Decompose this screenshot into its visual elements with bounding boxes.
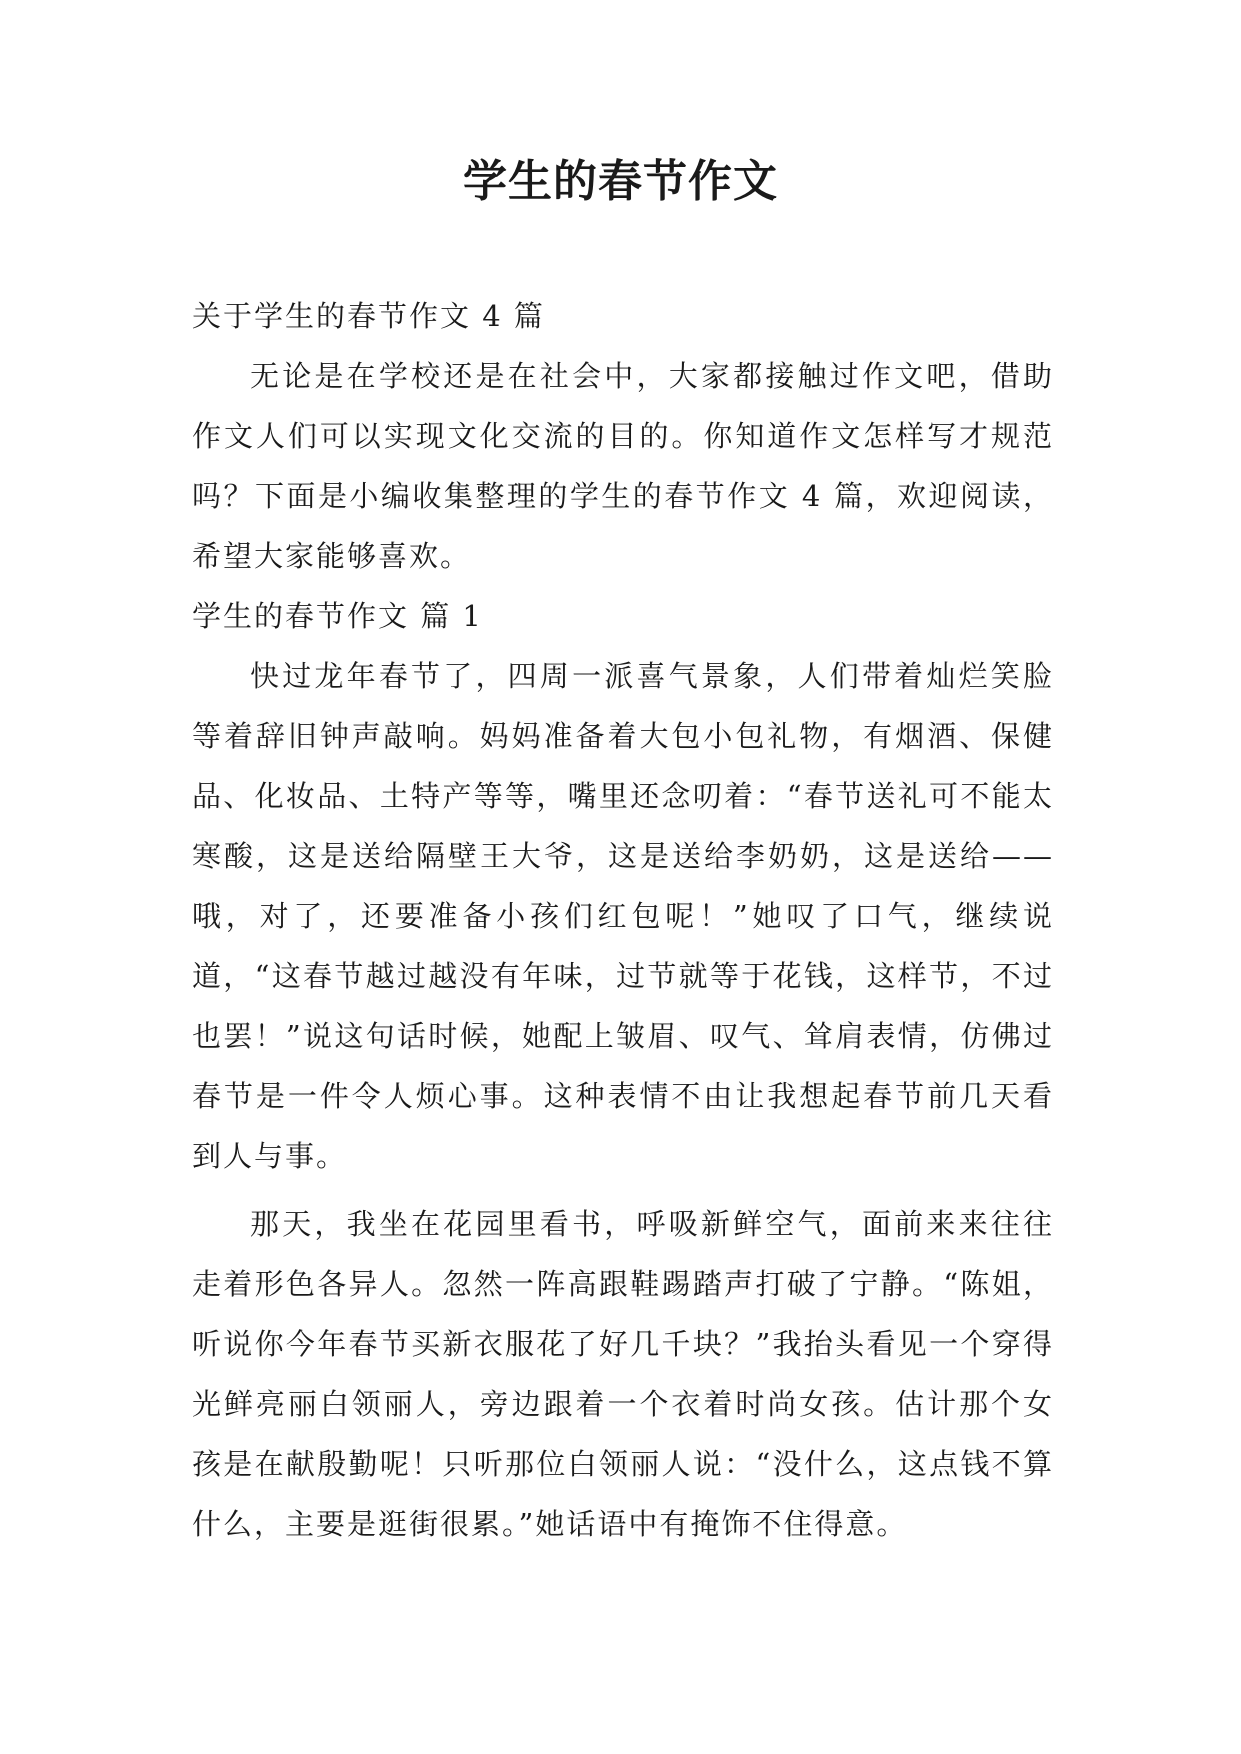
body-paragraph: 快过龙年春节了，四周一派喜气景象，人们带着灿烂笑脸等着辞旧钟声敲响。妈妈准备着大包小包礼物，有烟酒、保健品、化妆品、土特产等等，嘴里还念叨着：“春节送礼可不能太寒酸，这是送给隔壁王大爷，这是送给李奶奶，这是送给——哦，对了，还要准备小孩们红包呢！”她叹了口气，继续说道，“这春节越过越没有年味，过节就等于花钱，这样节，不过也罢！”说这句话时候，她配上皱眉、叹气、耸肩表情，仿佛过春节是一件令人烦心事。这种表情不由让我想起春节前几天看到人与事。 xyxy=(192,659,1054,1173)
document-body xyxy=(192,286,1054,1554)
section-heading: 学生的春节作文 篇 1 xyxy=(192,599,483,633)
body-paragraph: 那天，我坐在花园里看书，呼吸新鲜空气，面前来来往往走着形色各异人。忽然一阵高跟鞋踢踏声打破了宁静。“陈姐，听说你今年春节买新衣服花了好几千块？”我抬头看见一个穿得光鲜亮丽白领丽人，旁边跟着一个衣着时尚女孩。估计那个女孩是在献殷勤呢！只听那位白领丽人说：“没什么，这点钱不算什么，主要是逛街很累。”她话语中有掩饰不住得意。 xyxy=(192,1207,1054,1541)
intro-paragraph: 无论是在学校还是在社会中，大家都接触过作文吧，借助作文人们可以实现文化交流的目的。你知道作文怎样写才规范吗？下面是小编收集整理的学生的春节作文 4 篇，欢迎阅读，希望大家能够喜欢。 xyxy=(192,359,1054,573)
document-title: 学生的春节作文 xyxy=(463,156,778,207)
subtitle: 关于学生的春节作文 4 篇 xyxy=(192,299,545,333)
